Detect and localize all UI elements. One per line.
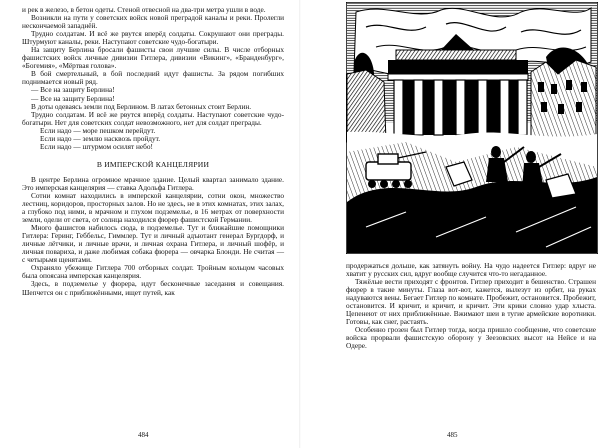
paragraph: и рек в железо, в бетон одеты. Стеной отвесной на два-три метра ушли в воде. (22, 5, 266, 14)
page-number: 484 (138, 431, 149, 439)
paragraph: Тяжёлые вести приходят с фронтов. Гитлер приходит в бешенство. Страшен фюрер в такие минуты. Глаза вот-вот, кажется, вылезут из орбит, на руках надуваются вены. Бегает Гитлер по комнате. Пробежит, остановится. Пробежит, остановится. И кричит, и кричит, и кричит. Эти крики словно удар хлыста. Цепенеют от них приближённые. Вжимают шеи в тугие армейские воротники. Готовы, как снег, растаять. (346, 277, 596, 327)
verse-line: Если надо — землю насквозь пройдут. (40, 133, 161, 143)
dialogue-line: — Все на защиту Берлина! (31, 85, 115, 95)
paragraph: В центре Берлина огромное мрачное здание. Целый квартал занимало здание. Это имперская канцелярия — ставка Адольфа Гитлера. (22, 174, 284, 192)
paragraph: В доты одеваясь земли под Берлином. В латах бетонных стоит Берлин. (31, 101, 252, 111)
page-number: 485 (447, 431, 458, 439)
berlin-ruins-engraving (346, 2, 598, 254)
paragraph: На защиту Берлина бросали фашисты свои лучшие силы. В числе отборных фашистских войск личные дивизии Гитлера, дивизии «Викинг», «Бранденбург», «Богемия», «Мёртвая голова». (22, 45, 284, 71)
verse-line: Если надо — штурмом осилят небо! (40, 141, 153, 151)
paragraph: Сотни комнат находились в имперской канцелярии, сотни окон, множество лестниц, коридоров, просторных залов. Но не здесь, не в этих комнатах, этих залах, а глубоко под ними, в мрачном и глухом подземелье, в 16 метрах от поверхности земли, одели от света, от солнца находился фюрер фашистской Германии. (22, 190, 284, 225)
paragraph: Трудно солдатам. И всё же рвутся вперёд солдаты. Наступают советские чудо-богатыри. Нет для советских солдат невозможного, нет для солдат преграды. (22, 109, 284, 127)
paragraph: Особенно грозен был Гитлер тогда, когда пришло сообщение, что советские войска прорвали фашистскую оборону у Зеезовских высот на Нейсе и на Одере. (346, 325, 596, 351)
paragraph: Охраняло убежище Гитлера 700 отборных солдат. Тройным кольцом часовых была опоясана имперская канцелярия. (22, 263, 284, 281)
verse-line: Если надо — море пешком перейдут. (40, 125, 156, 135)
left-text-column (22, 6, 284, 297)
paragraph: Возникли на пути у советских войск новой преградой каналы и реки. Пролегли нескончаемой западнёй. (22, 13, 284, 31)
right-text-column (346, 262, 596, 351)
paragraph: Здесь, в подземелье у фюрера, идут бесконечные заседания и совещания. Шепчется он с приближёнными, ищет путей, как (22, 279, 284, 297)
dialogue-line: — Все на защиту Берлина! (31, 93, 115, 103)
paragraph: продержаться дольше, как затянуть войну. На чудо надеется Гитлер: вдруг не хватит у русских сил, вдруг вообще случится что-то негаданное. (346, 261, 596, 279)
paragraph: Трудно солдатам. И всё же рвутся вперёд солдаты. Сокрушают они преграды. Штурмуют каналы, реки. Наступают советские чудо-богатыри. (22, 29, 284, 47)
chapter-heading: В ИМПЕРСКОЙ КАНЦЕЛЯРИИ (96, 159, 210, 169)
paragraph: Много фашистов набилось сюда, в подземелье. Тут и ближайшие помощники Гитлера: Геринг, Геббельс, Гиммлер. Тут и личный адъютант генерал Бургдорф, и личные лётчики, и личные врачи, и личная охрана Гитлера, и личный шофёр, и личная повариха, и даже любимая собака фюрера — овчарка Блонди. Не считая — с четырьмя щенятами. (22, 223, 284, 265)
woodcut-illustration (346, 2, 598, 254)
paragraph: В бой смертельный, в бой последний идут фашисты. За рядом погибших поднимается новый ряд. (22, 69, 284, 87)
right-page (300, 0, 600, 448)
